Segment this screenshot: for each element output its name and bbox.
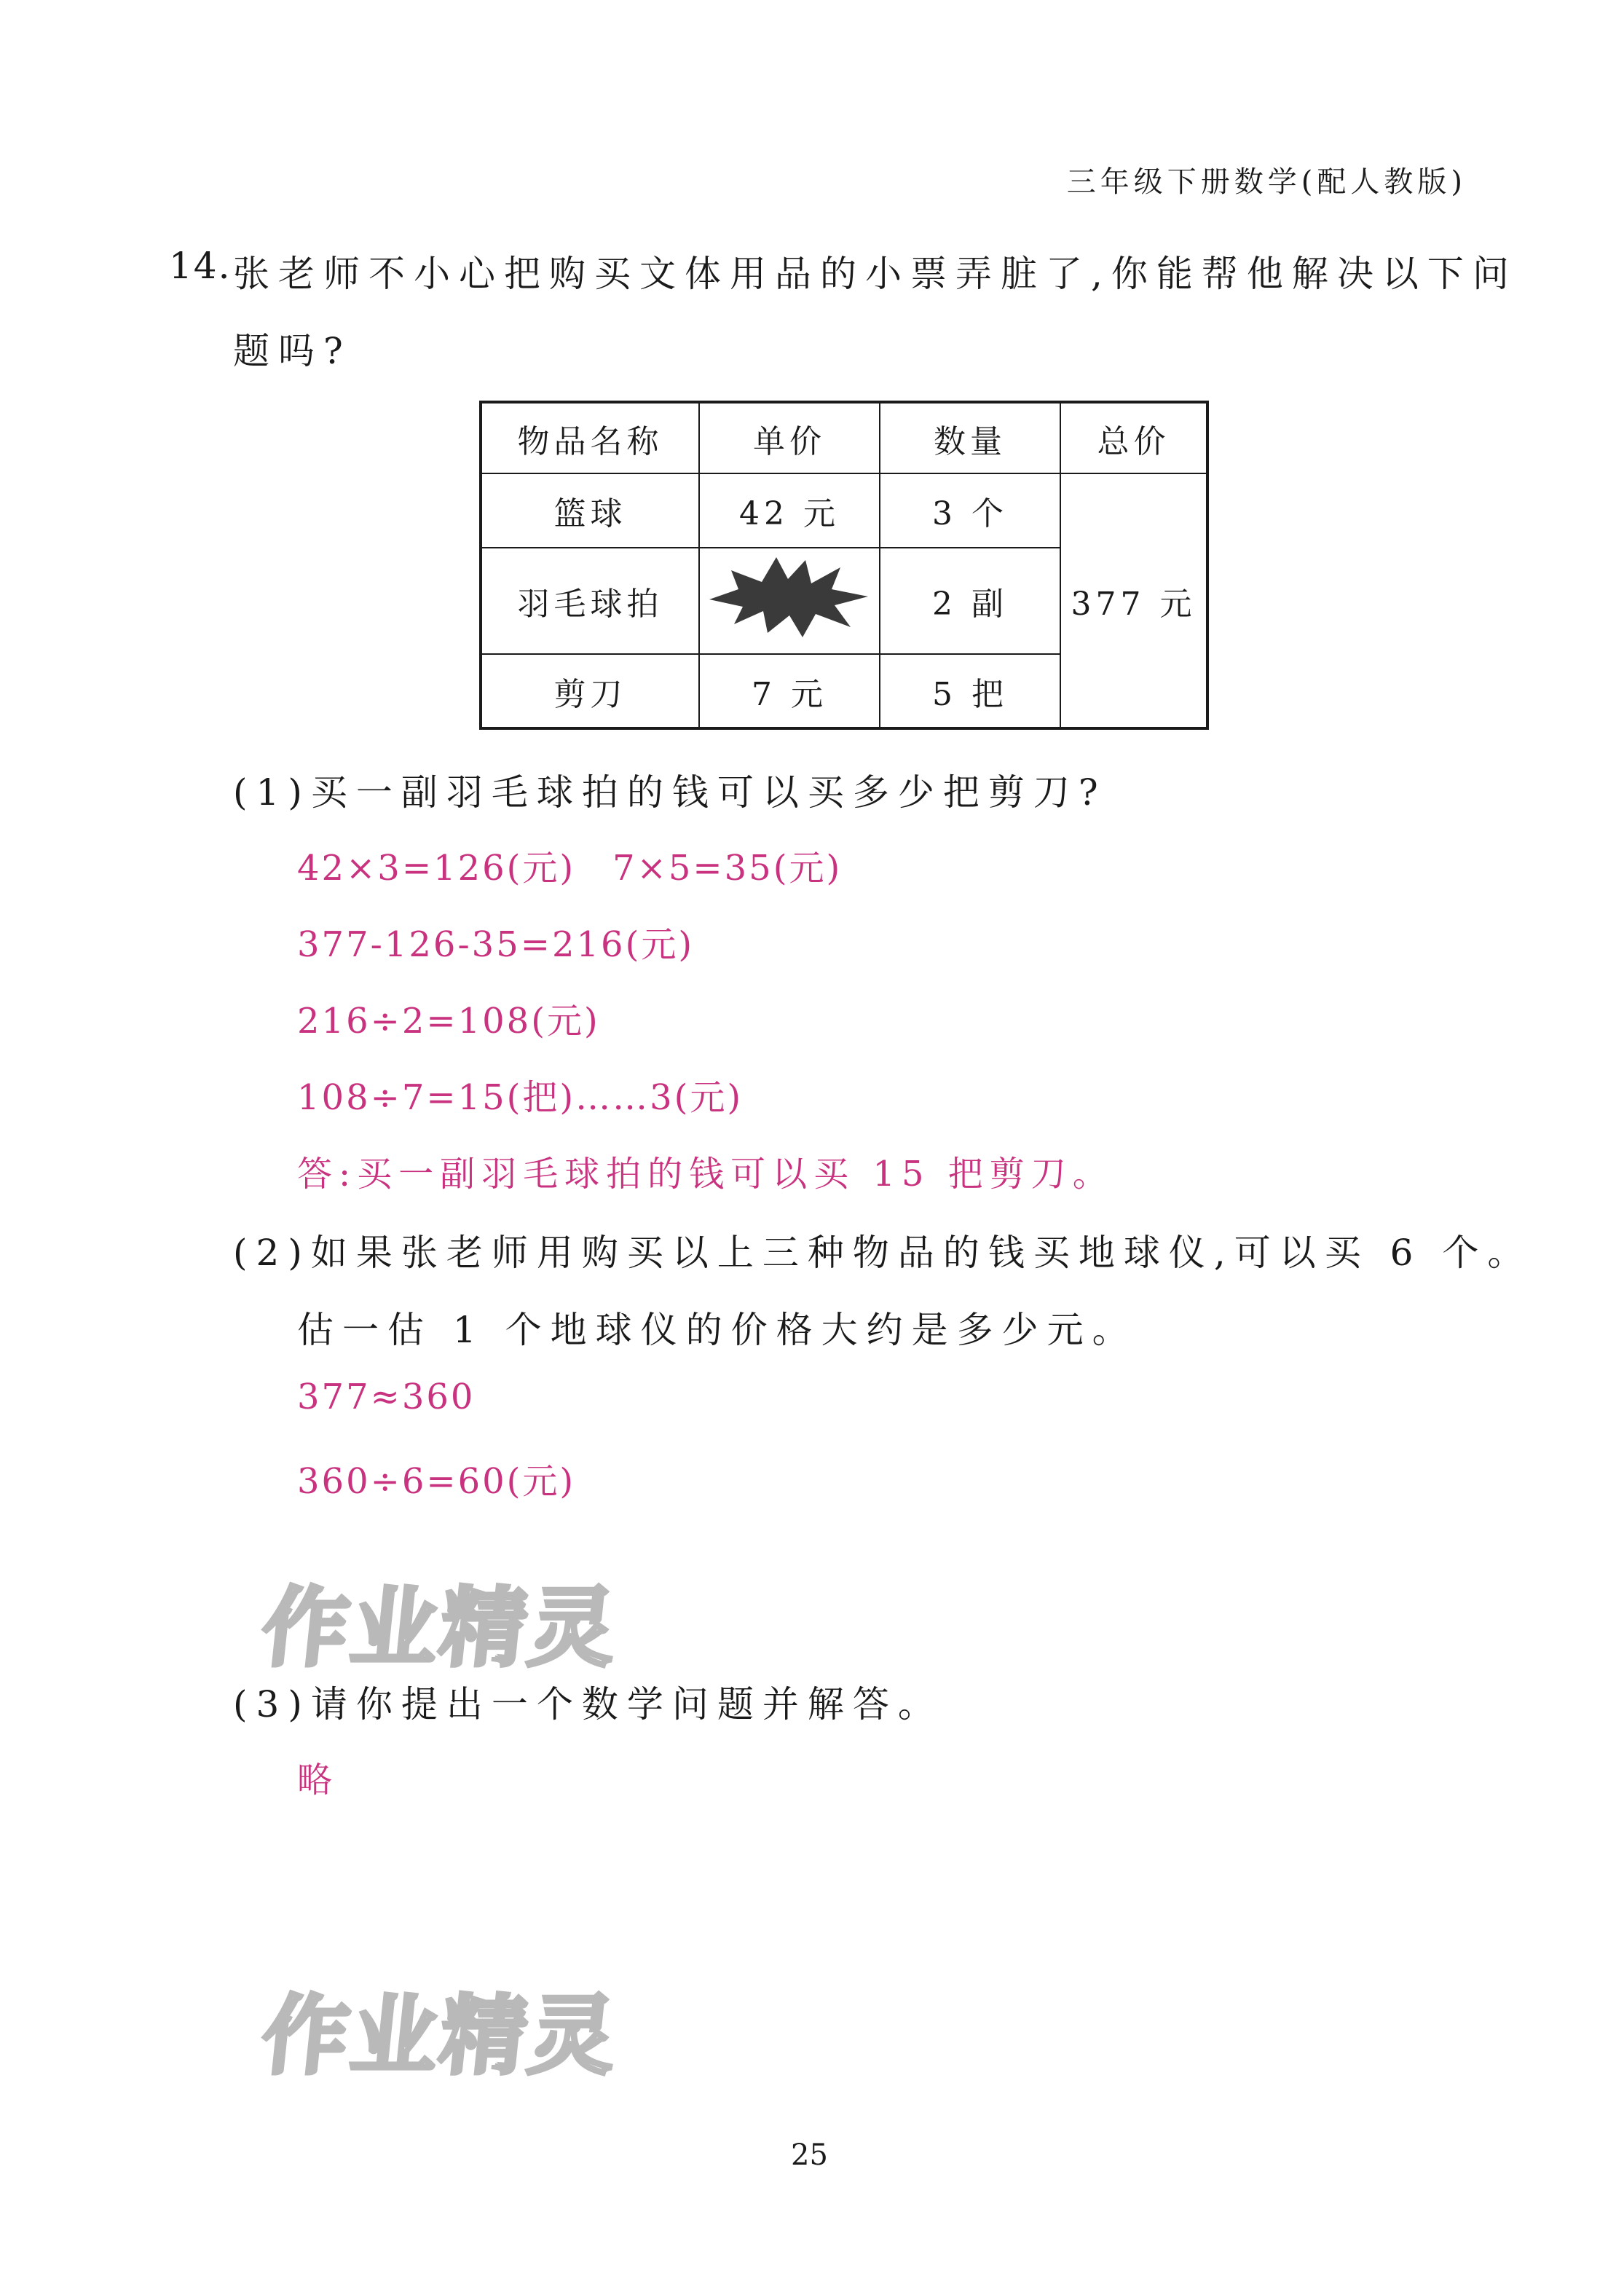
cell-total-price: 377 元 (1060, 473, 1207, 728)
table-header-row (481, 402, 1207, 473)
cell-item-name: 篮球 (481, 473, 699, 548)
cell-item-name: 剪刀 (481, 654, 699, 728)
watermark-logo: 作业精灵 (257, 1985, 624, 2086)
watermark-logo: 作业精灵 (257, 1578, 624, 1678)
header-quantity: 数量 (880, 402, 1060, 473)
part1-step-4: 108÷7=15(把)……3(元) (297, 1077, 744, 1118)
part1-question: (1)买一副羽毛球拍的钱可以买多少把剪刀? (233, 771, 1107, 814)
cell-quantity: 2 副 (880, 548, 1060, 654)
part1-step-3: 216÷2=108(元) (297, 1001, 600, 1042)
part3-answer: 略 (297, 1760, 339, 1800)
part3-question: (3)请你提出一个数学问题并解答。 (233, 1683, 943, 1725)
cell-quantity: 5 把 (880, 654, 1060, 728)
part2-question-line1: (2)如果张老师用购买以上三种物品的钱买地球仪,可以买 6 个。 (233, 1232, 1533, 1274)
cell-unit-price: 7 元 (699, 654, 880, 728)
cell-item-name: 羽毛球拍 (481, 548, 699, 654)
page-number: 25 (791, 2138, 828, 2172)
cell-unit-price-stained (699, 548, 880, 654)
receipt-table (479, 401, 1209, 730)
header-item-name: 物品名称 (481, 402, 699, 473)
part1-step-1: 42×3=126(元) 7×5=35(元) (297, 848, 843, 889)
header-total-price: 总价 (1060, 402, 1207, 473)
part2-question-line2: 估一估 1 个地球仪的价格大约是多少元。 (297, 1309, 1138, 1351)
table-row (481, 473, 1207, 548)
ink-stain-icon (709, 554, 870, 640)
cell-quantity: 3 个 (880, 473, 1060, 548)
header-unit-price: 单价 (699, 402, 880, 473)
part2-step-1: 377≈360 (297, 1377, 476, 1417)
part2-step-2: 360÷6=60(元) (297, 1461, 576, 1502)
question-number: 14. (169, 245, 232, 287)
part1-answer: 答:买一副羽毛球拍的钱可以买 15 把剪刀。 (297, 1154, 1114, 1194)
book-header: 三年级下册数学(配人教版) (1066, 165, 1467, 199)
question-text-line2: 题吗? (233, 330, 352, 372)
part1-step-2: 377-126-35=216(元) (297, 924, 695, 965)
cell-unit-price: 42 元 (699, 473, 880, 548)
question-text-line1: 张老师不小心把购买文体用品的小票弄脏了,你能帮他解决以下问 (233, 253, 1518, 295)
